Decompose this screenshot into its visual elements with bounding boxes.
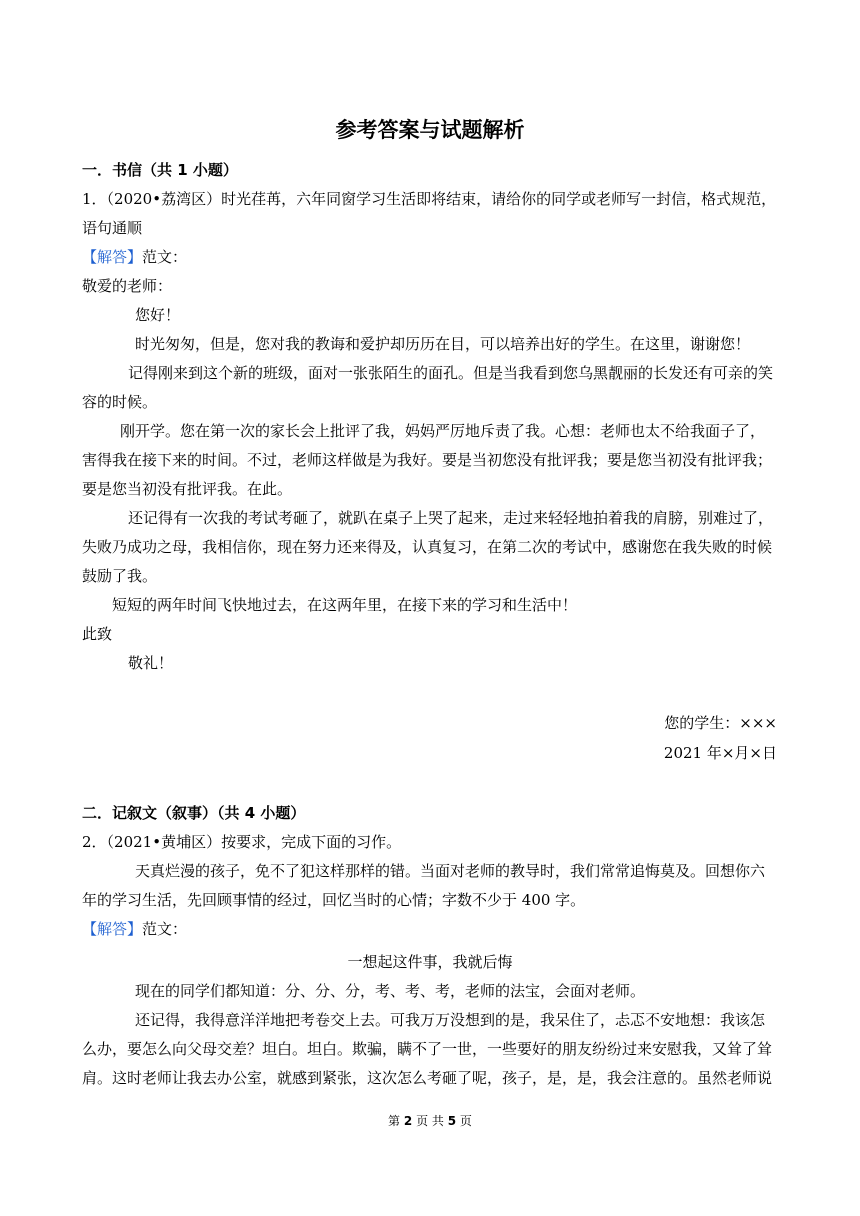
essay-paragraph-2-cont: 么办，要怎么向父母交差？坦白。坦白。欺骗，瞒不了一世，一些要好的朋友纷纷过来安慰我，又耸了耸 — [82, 1040, 773, 1058]
letter-paragraph-4: 还记得有一次我的考试考砸了，就趴在桌子上哭了起来，走过来轻轻地拍着我的肩膀，别难过了， — [128, 509, 774, 527]
section-heading-narrative: 二．记叙文（叙事）（共 4 小题） — [82, 804, 306, 822]
essay-paragraph-1: 现在的同学们都知道：分、分、分，考、考、考，老师的法宝，会面对老师。 — [135, 982, 646, 1000]
letter-paragraph-1: 时光匆匆，但是，您对我的教诲和爱护却历历在目，可以培养出好的学生。在这里，谢谢您！ — [135, 335, 751, 353]
question-1-text: 1．（2020•荔湾区）时光荏苒，六年同窗学习生活即将结束，请给你的同学或老师写一封信，格式规范， — [82, 190, 777, 208]
answer-label — [82, 247, 187, 267]
footer-total-pages: 5 — [447, 1114, 457, 1128]
letter-paragraph-2: 记得刚来到这个新的班级，面对一张张陌生的面孔。但是当我看到您乌黑靓丽的长发还有可亲的笑 — [128, 364, 774, 382]
page-title: 参考答案与试题解析 — [335, 118, 525, 142]
question-2-prompt: 天真烂漫的孩子，免不了犯这样那样的错。当面对老师的教导时，我们常常追悔莫及。回想你六 — [135, 862, 766, 880]
answer-lead: 范文： — [142, 248, 188, 266]
essay-paragraph-2: 还记得，我得意洋洋地把考卷交上去。可我万万没想到的是，我呆住了，忐忑不安地想：我该怎 — [135, 1011, 766, 1029]
question-2-prompt-cont: 年的学习生活，先回顾事情的经过，回忆当时的心情；字数不少于 400 字。 — [82, 891, 586, 909]
letter-salutation: 敬爱的老师： — [82, 277, 173, 295]
essay-paragraph-2-cont2: 肩。这时老师让我去办公室，就感到紧张，这次怎么考砸了呢，孩子，是，是，我会注意的。虽然老师说 — [82, 1069, 773, 1087]
answer-label-2 — [82, 919, 187, 939]
letter-signature: 您的学生：××× — [664, 714, 777, 732]
answer-lead: 范文： — [142, 920, 188, 938]
letter-paragraph-5: 短短的两年时间飞快地过去，在这两年里，在接下来的学习和生活中！ — [112, 596, 578, 614]
letter-regards: 敬礼！ — [128, 654, 174, 672]
letter-paragraph-4-end: 鼓励了我。 — [82, 567, 158, 585]
footer-prefix: 第 — [388, 1114, 401, 1128]
question-2-text: 2．（2021•黄埔区）按要求，完成下面的习作。 — [82, 833, 402, 851]
footer-suffix: 页 — [459, 1114, 472, 1128]
question-1-text-cont: 语句通顺 — [82, 219, 143, 237]
footer-page-number: 2 — [403, 1114, 413, 1128]
letter-paragraph-3-end: 要是您当初没有批评我。在此。 — [82, 480, 293, 498]
answer-tag: 【解答】 — [82, 920, 143, 938]
letter-greeting: 您好！ — [135, 306, 181, 324]
letter-closing: 此致 — [82, 625, 113, 643]
footer-middle: 页 共 — [416, 1114, 444, 1128]
letter-paragraph-4-cont: 失败乃成功之母，我相信你，现在努力还来得及，认真复习，在第二次的考试中，感谢您在我失败的时候 — [82, 538, 773, 556]
page-footer — [0, 1112, 860, 1129]
section-heading-letter: 一．书信（共 1 小题） — [82, 161, 238, 179]
answer-tag: 【解答】 — [82, 248, 143, 266]
essay-title: 一想起这件事，我就后悔 — [347, 953, 513, 971]
letter-date: 2021 年×月×日 — [663, 744, 777, 762]
letter-paragraph-3: 刚开学。您在第一次的家长会上批评了我，妈妈严厉地斥责了我。心想：老师也太不给我面子了， — [120, 422, 766, 440]
letter-paragraph-2-cont: 容的时候。 — [82, 393, 158, 411]
letter-paragraph-3-cont: 害得我在接下来的时间。不过，老师这样做是为我好。要是当初您没有批评我；要是您当初没有批评我； — [82, 451, 773, 469]
